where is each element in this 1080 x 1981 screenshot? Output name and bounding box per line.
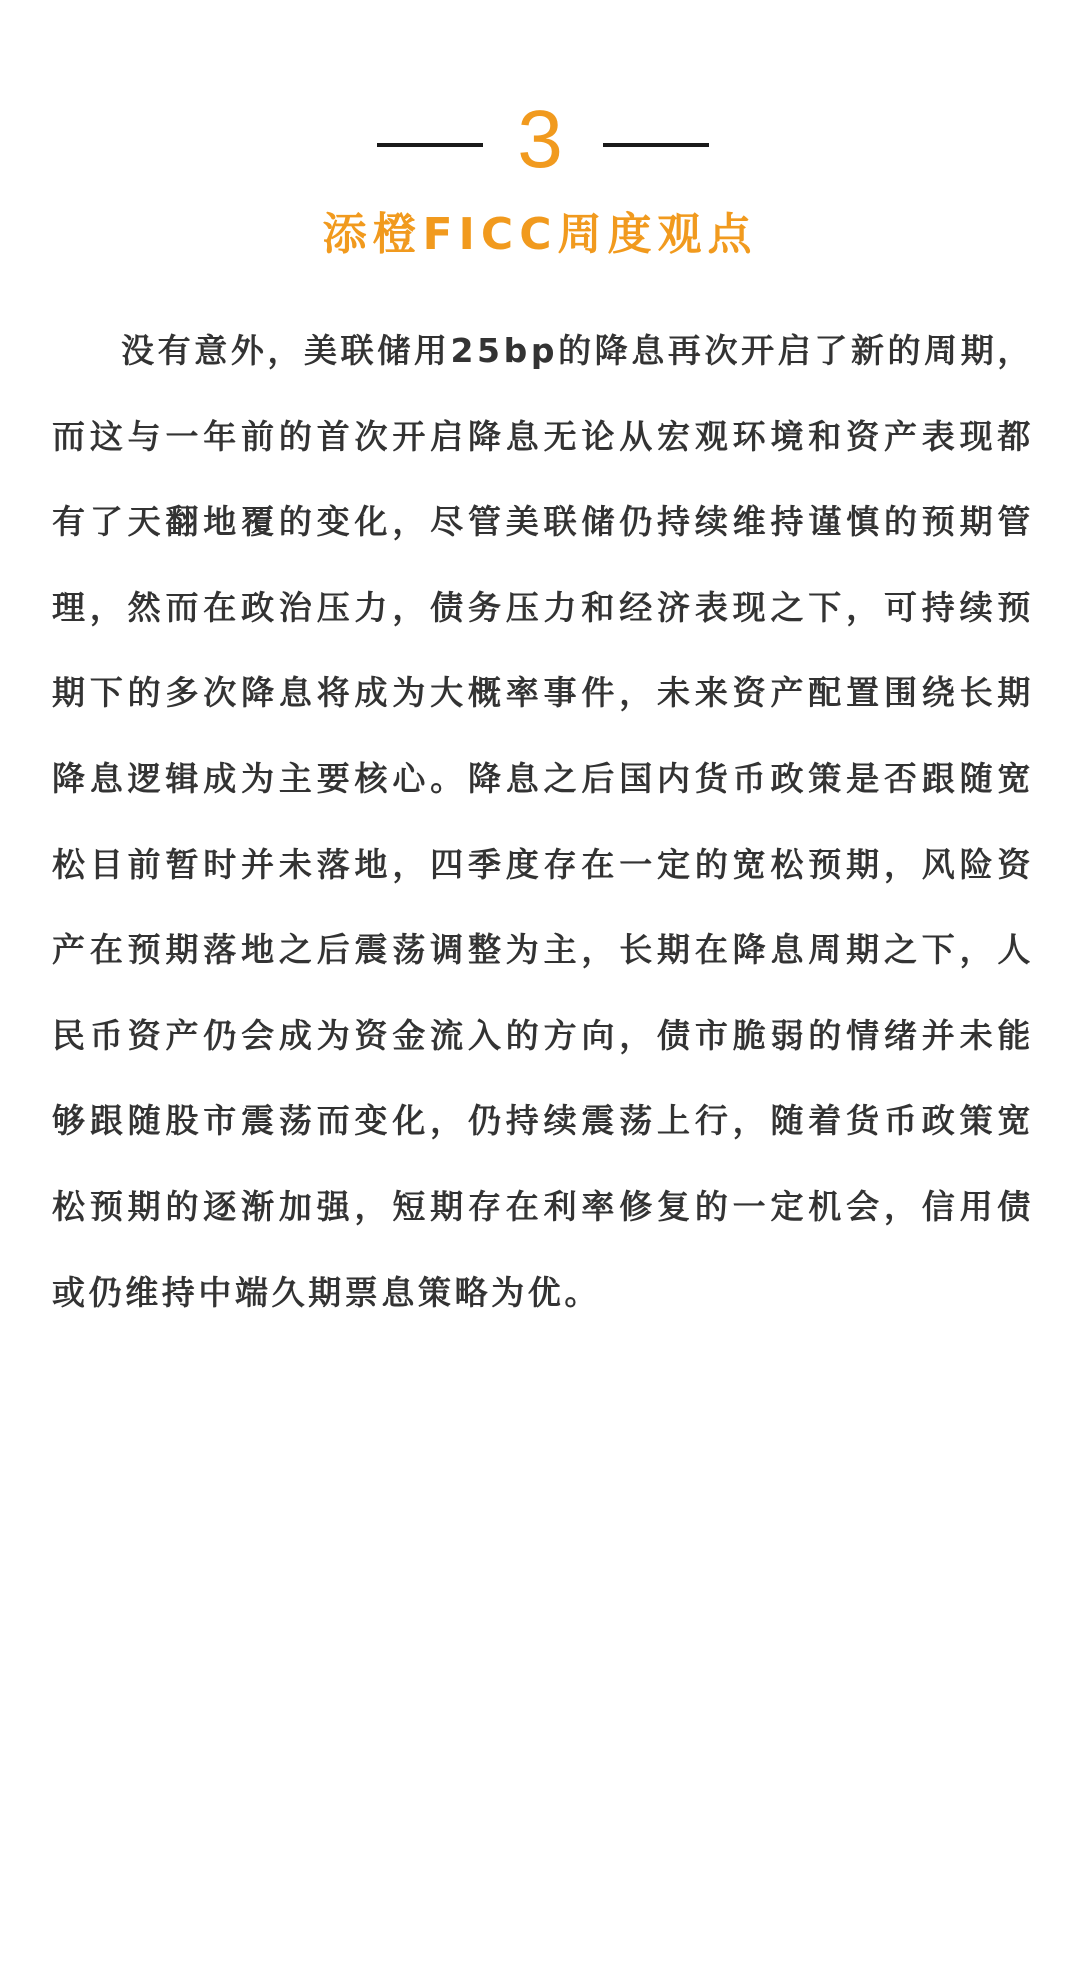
body-paragraph: 没有意外，美联储用25bp的降息再次开启了新的周期，而这与一年前的首次开启降息无论从宏观环境和资产表现都有了天翻地覆的变化，尽管美联储仍持续维持谨慎的预期管理，然而在政治压力，债务压力和经济表现之下，可持续预期下的多次降息将成为大概率事件，未来资产配置围绕长期降息逻辑成为主要核心。降息之后国内货币政策是否跟随宽松目前暂时并未落地，四季度存在一定的宽松预期，风险资产在预期落地之后震荡调整为主，长期在降息周期之下，人民币资产仍会成为资金流入的方向，债市脆弱的情绪并未能够跟随股市震荡而变化，仍持续震荡上行，随着货币政策宽松预期的逐渐加强，短期存在利率修复的一定机会，信用债或仍维持中端久期票息策略为优。: [52, 331, 1034, 1312]
left-divider-line: [377, 143, 483, 147]
section-title: 添橙FICC周度观点: [322, 209, 758, 260]
section-header: [0, 90, 1080, 200]
section-number: 3: [517, 94, 563, 185]
right-divider-line: [603, 143, 709, 147]
